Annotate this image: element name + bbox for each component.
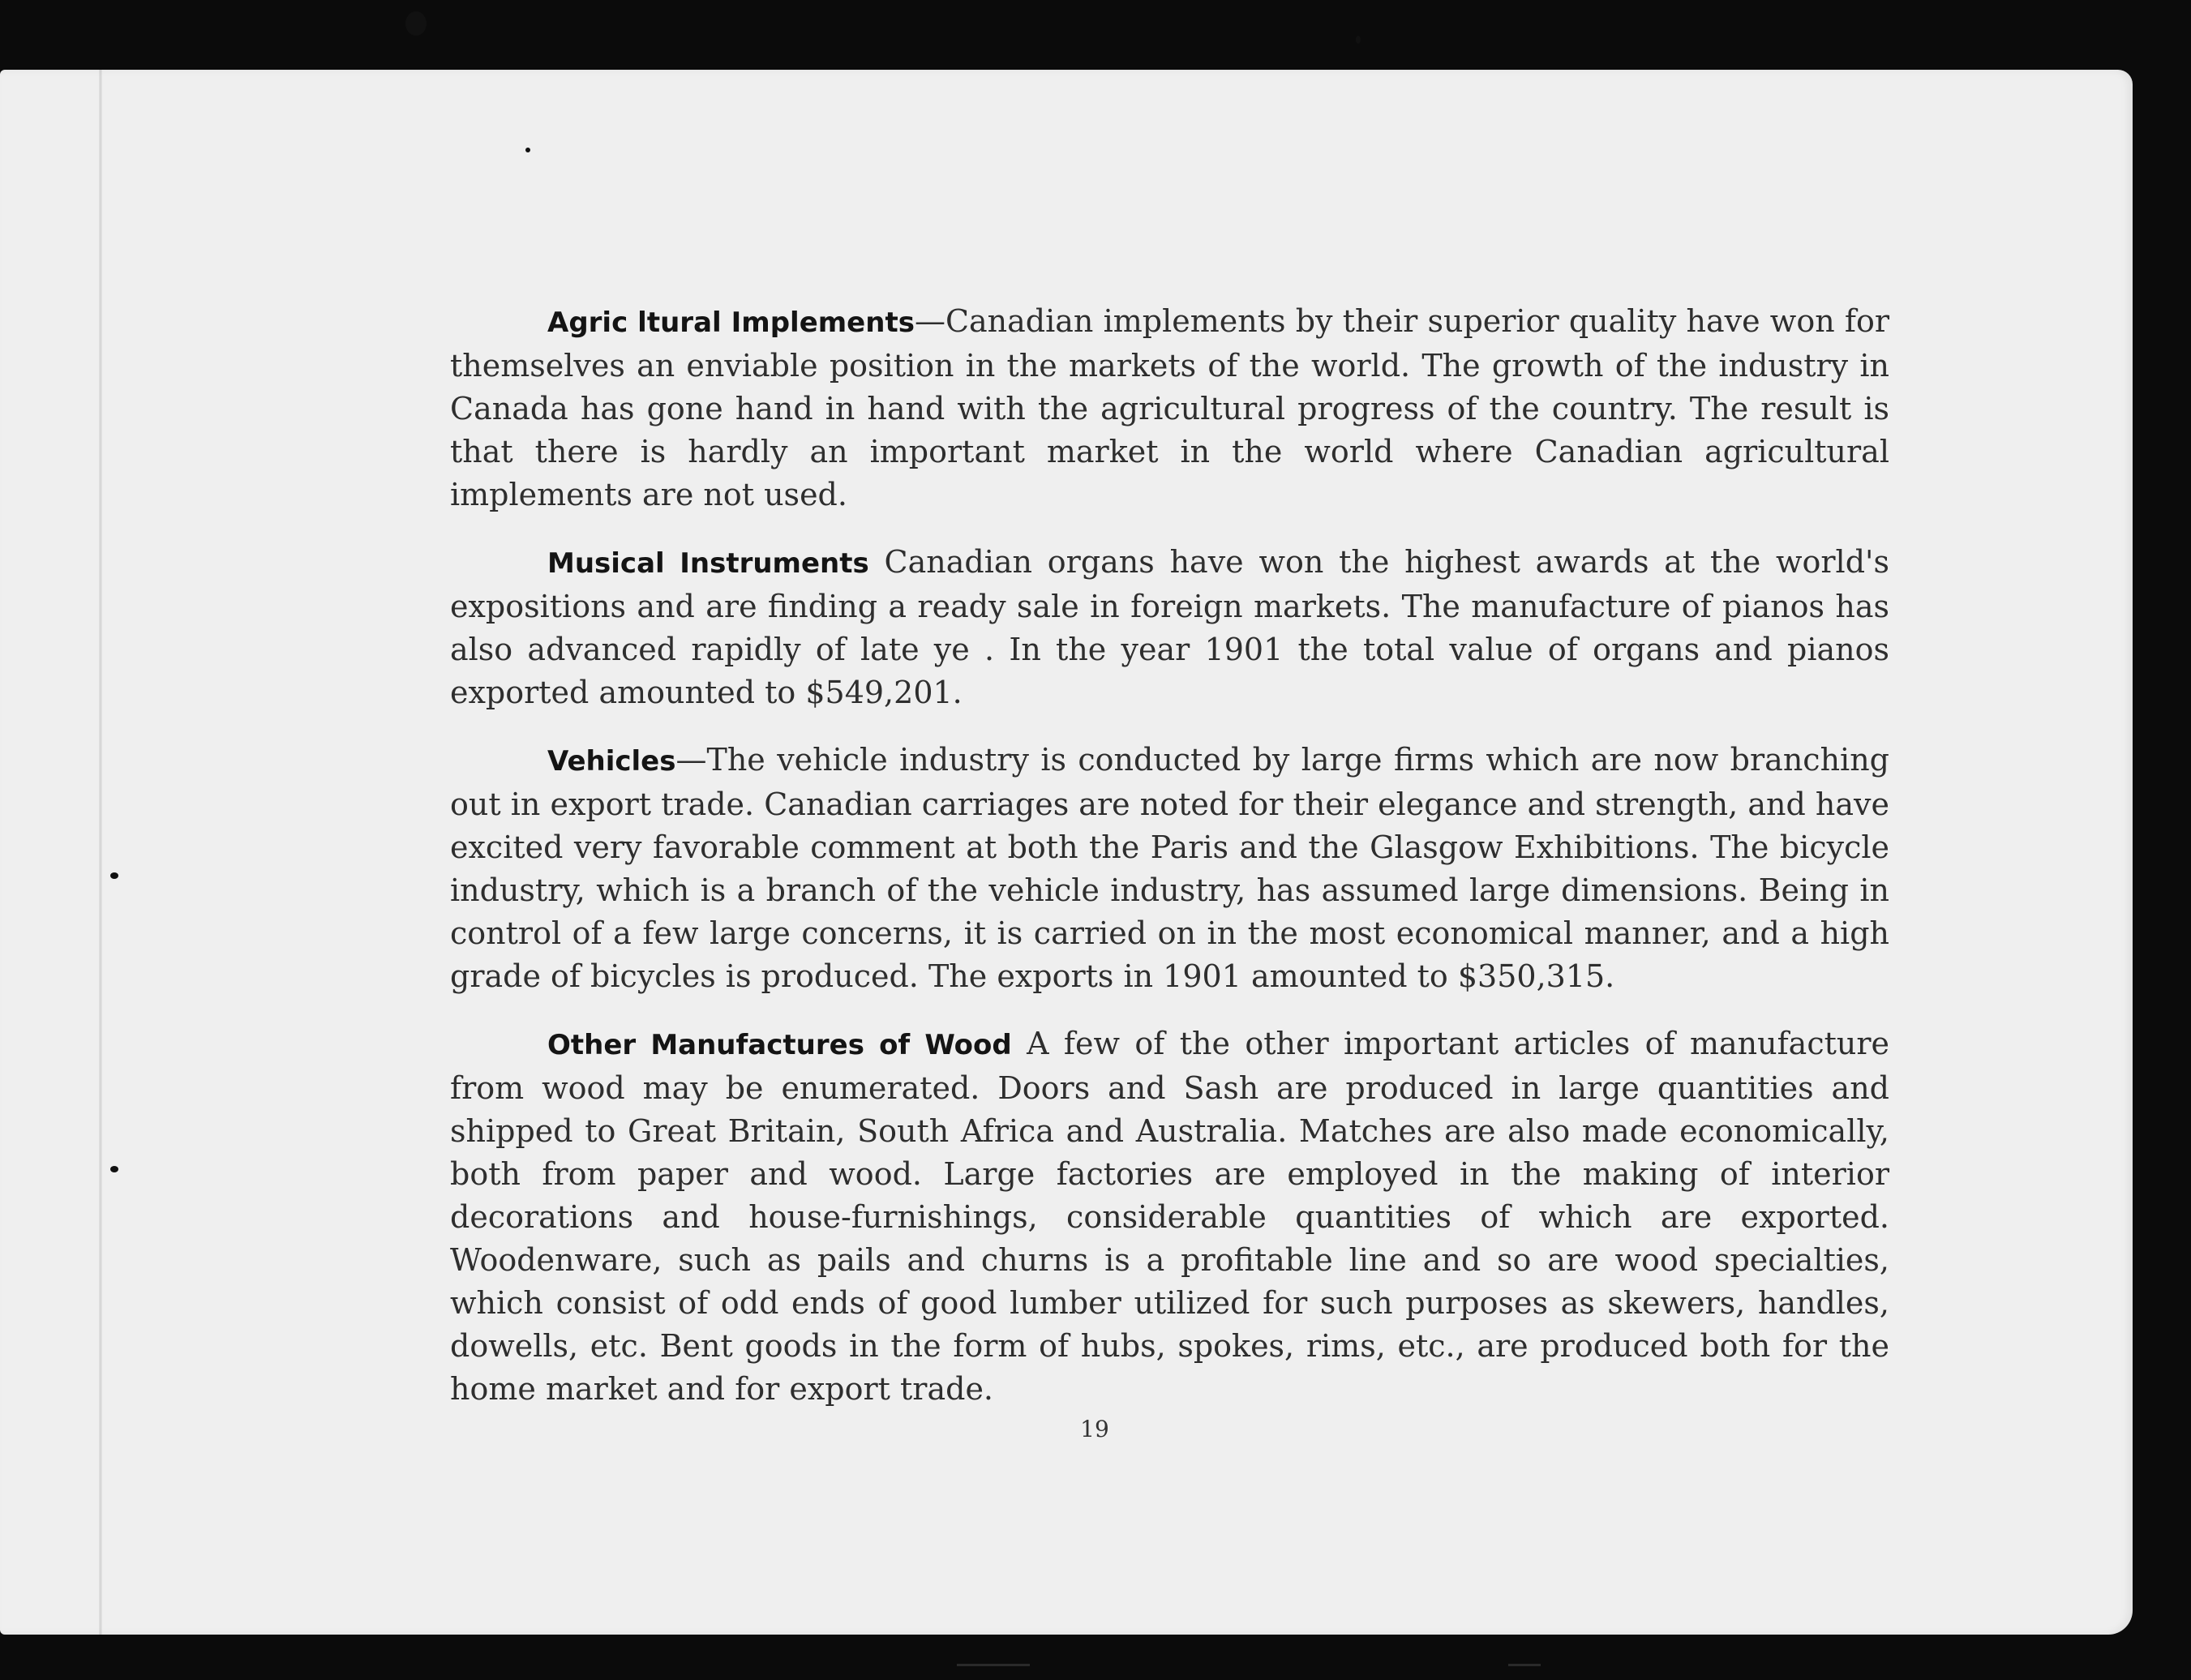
document-page [0, 70, 2133, 1635]
paragraph-body: —Canadian implements by their superior quality have won for themselves an enviable position in the markets of the world. The growth of the industry in Canada has gone hand in hand with the agricultural progress of the country. The result is that there is hardly an important market in the world where Canadian agricultural implements are not used. [450, 303, 1889, 512]
page-number: 19 [1080, 1416, 1109, 1442]
paragraph-heading: Other Manufactures of Wood [547, 1029, 1012, 1061]
page-speck [110, 1166, 118, 1172]
paragraph-heading: Musical Instruments [547, 547, 869, 580]
scan-mark [957, 1664, 1030, 1666]
paragraph-body: A few of the other important articles of manufacture from wood may be enumerated. Doors and Sash are produced in large quantities and shipped to Great Britain, South Africa and Australia. Matches are also made economically, both from paper and wood. Large factories are employed in the making of interior decorations and house-furnishings, considerable quantities of which are exported. Woodenware, such as pails and churns is a profitable line and so are wood specialties, which consist of odd ends of good lumber utilized for such purposes as skewers, handles, dowells, etc. Bent goods in the form of hubs, spokes, rims, etc., are produced both for the home market and for export trade. [450, 1026, 1890, 1407]
scan-speck [405, 11, 427, 36]
paragraph-vehicles [450, 739, 1889, 998]
page-speck [525, 148, 530, 152]
scan-speck [1356, 36, 1361, 44]
paragraph-other-manufactures-of-wood [450, 1022, 1889, 1411]
body-text [450, 300, 1889, 1435]
paragraph-heading: Vehicles [547, 745, 676, 778]
paragraph-musical-instruments [450, 541, 1889, 714]
paragraph-heading: Agric ltural Implements [547, 306, 915, 339]
paragraph-body: —The vehicle industry is conducted by large firms which are now branching out in export trade. Canadian carriages are noted for their elegance and strength, and have excited very favorable comment at both the Paris and the Glasgow Exhibitions. The bicycle industry, which is a branch of the vehicle industry, has assumed large dimensions. Being in control of a few large concerns, it is carried on in the most economical manner, and a high grade of bicycles is produced. The exports in 1901 amounted to $350,315. [450, 742, 1889, 994]
page-gutter [99, 70, 102, 1635]
paragraph-body: Canadian organs have won the highest awards at the world's expositions and are finding a ready sale in foreign markets. The manufacture of pianos has also advanced rapidly of late ye . In the year 1901 the total value of organs and pianos exported amounted to $549,201. [450, 544, 1889, 710]
paragraph-agricultural-implements [450, 300, 1889, 516]
scan-mark [1508, 1664, 1541, 1666]
page-speck [110, 872, 118, 879]
